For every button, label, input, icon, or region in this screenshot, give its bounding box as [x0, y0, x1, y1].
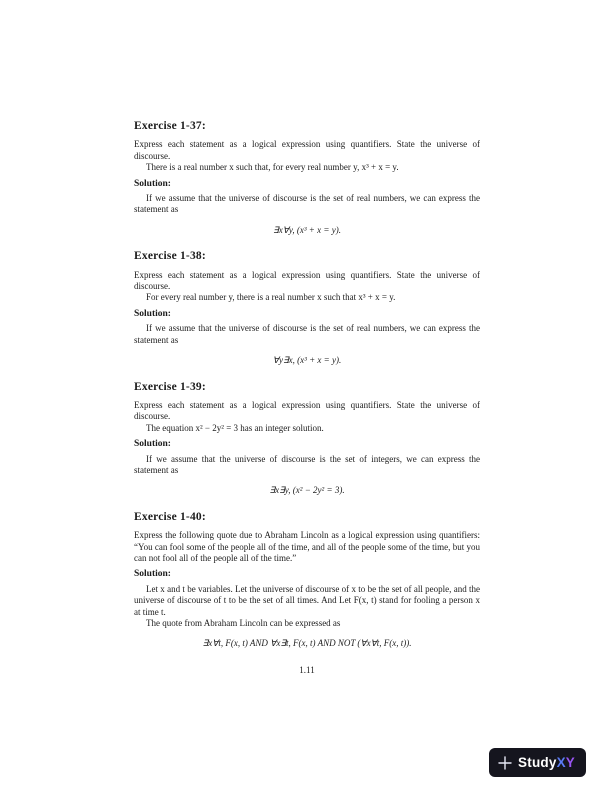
exercise-prompt: Express each statement as a logical expression using quantifiers. State the universe of discourse.: [134, 139, 480, 161]
page-number: 1.11: [299, 664, 315, 675]
formula: ∀y∃x, (x³ + x = y).: [272, 355, 342, 366]
brand-wordmark: [518, 756, 575, 770]
formula: ∃x∃y, (x² − 2y² = 3).: [269, 485, 345, 496]
formula: ∃x∀y, (x³ + x = y).: [273, 224, 341, 235]
exercise-prompt: Express each statement as a logical expression using quantifiers. State the universe of discourse.: [134, 269, 480, 292]
exercise-statement: There is a real number x such that, for every real number y, x³ + x = y.: [146, 162, 399, 173]
solution-label: Solution:: [134, 178, 171, 189]
solution-text: If we assume that the universe of discourse is the set of real numbers, we can express the statement as: [134, 323, 480, 345]
solution-label: Solution:: [134, 308, 171, 319]
exercise-prompt: Express each statement as a logical expression using quantifiers. State the universe of discourse.: [134, 399, 480, 422]
exercise-statement: For every real number y, there is a real number x such that x³ + x = y.: [146, 292, 396, 303]
solution-text: If we assume that the universe of discourse is the set of integers, we can express the statement as: [134, 453, 480, 475]
document-content: [134, 121, 480, 676]
exercise-statement: The equation x² − 2y² = 3 has an integer solution.: [146, 422, 324, 433]
formula: ∃x∀t, F(x, t) AND ∀x∃t, F(x, t) AND NOT (∀x∀t, F(x, t)).: [202, 638, 412, 649]
solution-label: Solution:: [134, 439, 171, 450]
exercise-block-1-38: [134, 251, 480, 366]
solution-text: Let x and t be variables. Let the universe of discourse of x to be the set of all people, and the universe of discourse of t to be the set of all times. And Let F(x, t) stand for fooling a person x at time t.: [134, 583, 480, 617]
plus-icon: [498, 756, 512, 770]
solution-label: Solution:: [134, 569, 171, 580]
exercise-title: Exercise 1-37:: [134, 120, 206, 132]
exercise-block-1-39: [134, 382, 480, 497]
solution-text: If we assume that the universe of discourse is the set of real numbers, we can express the statement as: [134, 193, 480, 215]
brand-study-text: Study: [518, 754, 557, 770]
exercise-title: Exercise 1-38:: [134, 250, 206, 263]
exercise-prompt: Express the following quote due to Abraham Lincoln as a logical expression using quantifiers: “You can fool some of the people all of the time, and all of the people some of the time, but you can not fool all of the people all of the time.”: [134, 530, 480, 563]
brand-y-text: Y: [565, 754, 575, 770]
studyxy-logo-badge: [489, 748, 586, 777]
exercise-block-1-40: [134, 512, 480, 650]
exercise-title: Exercise 1-39:: [134, 380, 206, 393]
brand-x-text: X: [556, 754, 566, 770]
solution-text-2: The quote from Abraham Lincoln can be expressed as: [146, 618, 341, 628]
exercise-title: Exercise 1-40:: [134, 510, 206, 523]
exercise-block-1-37: [134, 121, 480, 236]
